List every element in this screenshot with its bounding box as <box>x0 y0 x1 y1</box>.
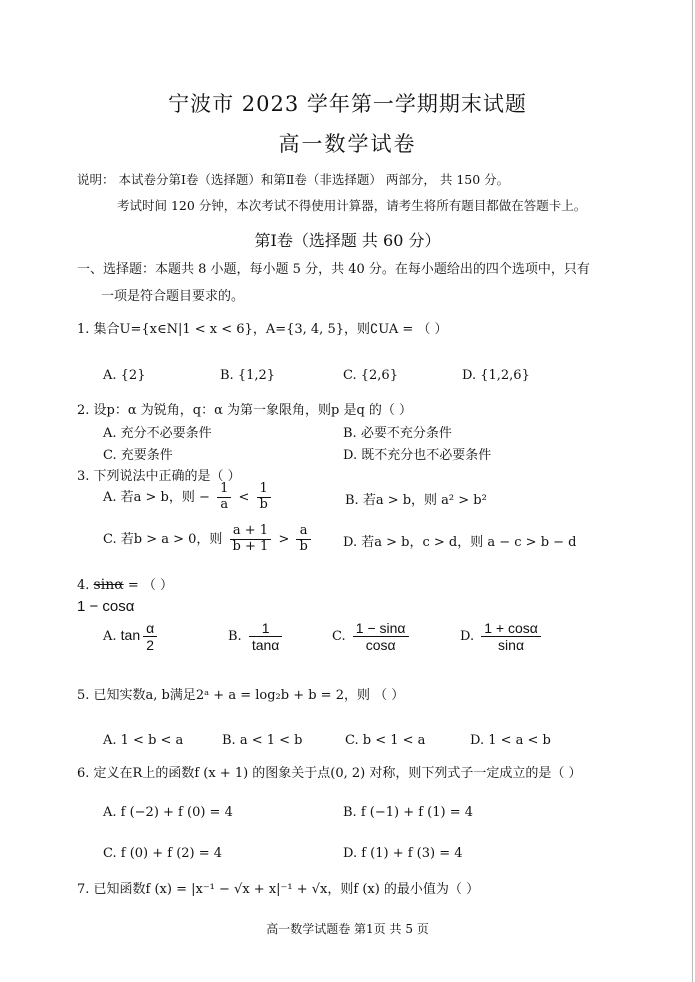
q3-option-a <box>103 482 274 513</box>
q4-denominator: 1 − cosα <box>77 598 135 615</box>
q4-option-a <box>103 620 160 653</box>
q6-stem: 6. 定义在R上的函数f (x + 1) 的图象关于点(0, 2) 对称，则下列式子一定成立的是（ ） <box>77 766 582 781</box>
q4-b-frac <box>249 620 283 653</box>
frac-denominator: b + 1 <box>232 538 269 554</box>
q3-option-b: B. 若a > b，则 a² > b² <box>345 493 487 508</box>
q6-option-a: A. f (−2) + f (0) = 4 <box>103 805 233 820</box>
q3-a-relation: < <box>238 489 250 505</box>
q6-option-c: C. f (0) + f (2) = 4 <box>103 846 223 861</box>
q4-b-label: B. <box>228 629 242 645</box>
q4-stem <box>77 574 173 593</box>
q5-option-c: C. b < 1 < a <box>345 733 426 748</box>
q5-option-b: B. a < 1 < b <box>222 733 303 748</box>
q4-a-label: A. <box>103 629 117 645</box>
exam-title: 宁波市 2023 学年第一学期期末试题 <box>168 92 527 116</box>
q4-c-frac <box>353 620 409 653</box>
q3-option-c <box>103 524 314 555</box>
q3-c-prefix: C. 若b > a > 0，则 <box>103 531 223 547</box>
q3-stem: 3. 下列说法中正确的是（ ） <box>77 469 241 484</box>
frac-denominator: tanα <box>251 637 280 654</box>
q1-option-a: A. {2} <box>103 368 146 383</box>
q3-a-frac-2 <box>257 482 271 513</box>
exam-subtitle: 高一数学试卷 <box>278 132 417 156</box>
frac-numerator: 1 <box>257 482 271 498</box>
q2-option-d: D. 既不充分也不必要条件 <box>343 448 492 463</box>
frac-denominator: b <box>259 496 268 512</box>
frac-denominator: cosα <box>365 637 396 654</box>
q5-option-d: D. 1 < a < b <box>470 733 551 748</box>
q4-equals: = （ ） <box>127 578 173 593</box>
q5-stem: 5. 已知实数a, b满足2ᵃ + a = log₂b + b = 2，则 （ ） <box>77 688 405 703</box>
q4-option-c <box>332 620 412 653</box>
q5-option-a: A. 1 < b < a <box>103 733 184 748</box>
q4-numerator: sinα <box>93 577 124 593</box>
q7-stem: 7. 已知函数f (x) = |x⁻¹ − √x + x|⁻¹ + √x，则f (x) 的最小值为（ ） <box>77 882 480 897</box>
q4-d-frac <box>481 620 541 653</box>
q3-a-frac-1 <box>217 482 231 513</box>
frac-denominator: a <box>220 496 229 512</box>
q4-option-b <box>228 620 285 653</box>
q4-a-func: tan <box>120 627 141 644</box>
q1-option-b: B. {1,2} <box>220 368 276 383</box>
q3-a-prefix: A. 若a > b，则 − <box>103 489 210 505</box>
q2-stem: 2. 设p：α 为锐角，q：α 为第一象限角，则p 是q 的（ ） <box>77 403 413 418</box>
frac-numerator: a + 1 <box>230 524 272 540</box>
q1-stem: 1. 集合U={x∈N|1 < x < 6}，A={3, 4, 5}，则∁UA = （ ） <box>77 322 448 337</box>
frac-numerator: a <box>296 524 310 540</box>
q6-option-b: B. f (−1) + f (1) = 4 <box>343 805 474 820</box>
q2-option-a: A. 充分不必要条件 <box>103 426 212 441</box>
q3-c-frac-1 <box>230 524 272 555</box>
q4-a-frac <box>143 620 157 653</box>
notes-line-2: 考试时间 120 分钟，本次考试不得使用计算器，请考生将所有题目都做在答题卡上。 <box>117 198 587 213</box>
page-footer: 高一数学试题卷 第1页 共 5 页 <box>266 922 429 936</box>
section-instructions-1: 一、选择题：本题共 8 小题，每小题 5 分，共 40 分。在每小题给出的四个选项中，只有 <box>77 262 590 277</box>
q2-option-b: B. 必要不充分条件 <box>343 426 452 441</box>
frac-denominator: 2 <box>143 636 157 653</box>
q3-option-d: D. 若a > b，c > d，则 a − c > b − d <box>343 535 577 550</box>
section-title: 第Ⅰ卷（选择题 共 60 分） <box>254 231 441 250</box>
q6-option-d: D. f (1) + f (3) = 4 <box>343 846 463 861</box>
q4-d-label: D. <box>460 629 475 645</box>
frac-denominator: b <box>299 538 308 554</box>
q4-c-label: C. <box>332 629 346 645</box>
q3-c-frac-2 <box>296 524 310 555</box>
q2-option-c: C. 充要条件 <box>103 448 173 463</box>
q3-c-relation: > <box>278 531 290 547</box>
frac-numerator: 1 <box>249 620 283 637</box>
notes-line-1: 说明： 本试卷分第Ⅰ卷（选择题）和第Ⅱ卷（非选择题） 两部分， 共 150 分。 <box>77 172 510 187</box>
frac-numerator: 1 <box>217 482 231 498</box>
q1-option-c: C. {2,6} <box>343 368 398 383</box>
frac-numerator: 1 − sinα <box>353 620 409 637</box>
q4-number: 4. <box>77 578 90 593</box>
frac-denominator: sinα <box>498 637 525 654</box>
q1-option-d: D. {1,2,6} <box>462 368 530 383</box>
frac-numerator: α <box>146 620 155 636</box>
frac-numerator: 1 + cosα <box>481 620 541 637</box>
q4-option-d <box>460 620 544 653</box>
section-instructions-2: 一项是符合题目要求的。 <box>101 289 245 304</box>
